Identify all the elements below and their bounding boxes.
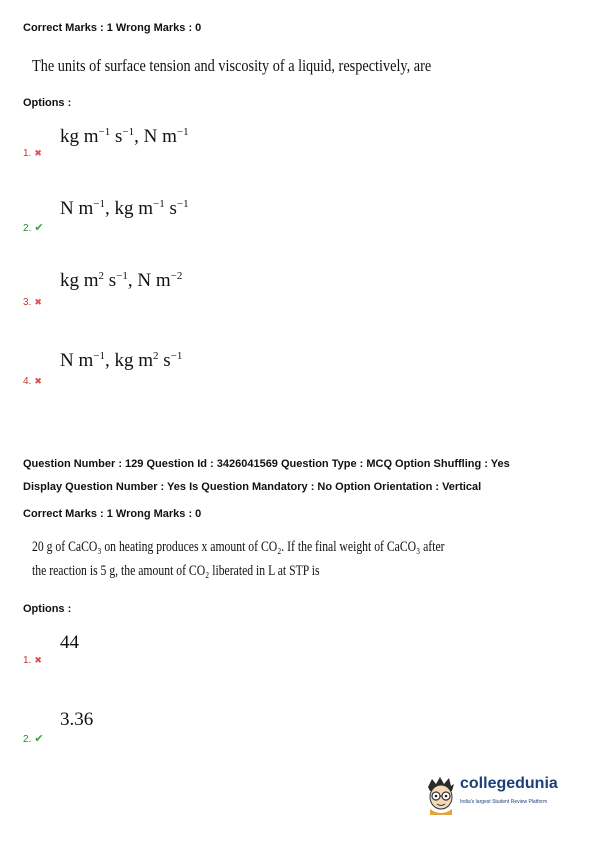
question-text: The units of surface tension and viscosity of a liquid, respectively, are [32, 56, 432, 75]
wrong-icon: ✖ [34, 148, 42, 158]
logo-tagline: India's largest Student Review Platform [460, 799, 548, 805]
check-icon: ✔ [34, 733, 44, 745]
option-2-text: 3.36 [60, 709, 94, 730]
question-meta-line-2: Display Question Number : Yes Is Question Mandatory : No Option Orientation : Vertical [23, 481, 482, 493]
option-2-text: N $m^{-1}$, kg $m^{-1}$ $s^{-1}$ [60, 198, 189, 219]
option-3-text: kg $m^2$ $s^{-1}$, N $m^{-2}$ [60, 270, 183, 291]
option-4-text: N $m^{-1}$, kg $m^2$ $s^{-1}$ [60, 350, 183, 371]
options-label: Options : [23, 603, 72, 615]
option-1-number[interactable]: 1. ✖ [23, 655, 42, 666]
question-meta-line-1: Question Number : 129 Question Id : 3426041569 Question Type : MCQ Option Shuffling : Yes [23, 458, 510, 470]
collegedunia-logo [424, 775, 574, 815]
option-2-number[interactable]: 2. ✔ [23, 222, 44, 234]
option-1-text: kg $m^{-1}$ $s^{-1}$, N $m^{-1}$ [60, 126, 189, 147]
option-4-number[interactable]: 4. ✖ [23, 376, 42, 387]
check-icon: ✔ [34, 222, 44, 234]
logo-text: collegedunia [460, 775, 558, 792]
question-text-line-1: 20 g of CaCO₃ on heating produces x amount of CO₂. If the final weight of CaCO₃ after [32, 539, 445, 555]
options-label: Options : [23, 97, 72, 109]
option-2-number[interactable]: 2. ✔ [23, 733, 44, 745]
marks-info: Correct Marks : 1 Wrong Marks : 0 [23, 22, 202, 34]
wrong-icon: ✖ [34, 655, 42, 665]
option-1-text: 44 [60, 632, 79, 653]
marks-info: Correct Marks : 1 Wrong Marks : 0 [23, 508, 202, 520]
wrong-icon: ✖ [34, 376, 42, 386]
wrong-icon: ✖ [34, 297, 42, 307]
question-text-line-2: the reaction is 5 g, the amount of CO₂ liberated in L at STP is [32, 563, 320, 579]
mascot-icon [424, 775, 458, 815]
option-3-number[interactable]: 3. ✖ [23, 297, 42, 308]
option-1-number[interactable]: 1. ✖ [23, 148, 42, 159]
